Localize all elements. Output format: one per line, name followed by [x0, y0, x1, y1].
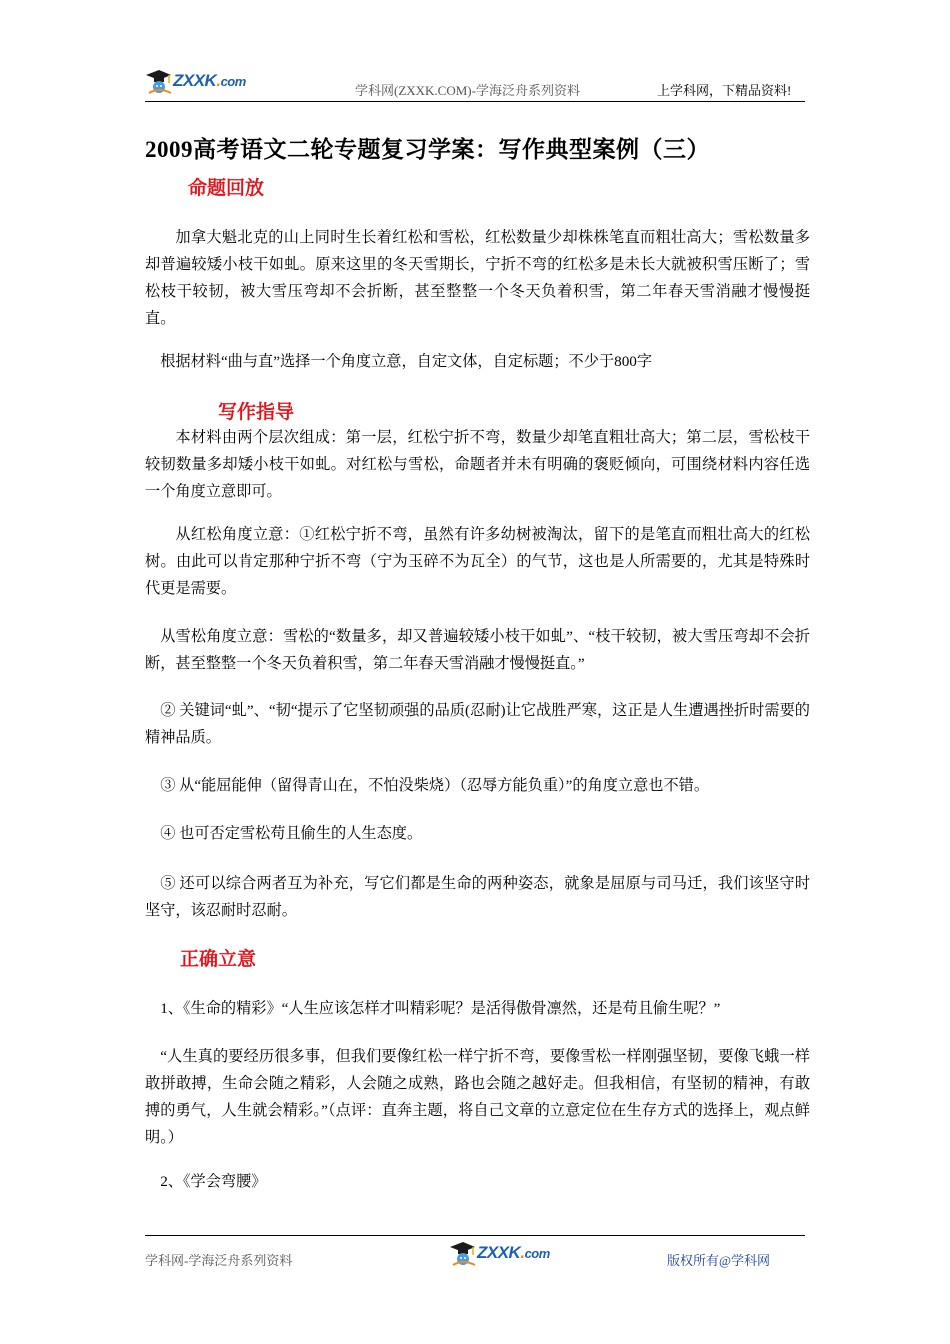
header-divider [145, 101, 805, 102]
task-paragraph: 根据材料“曲与直”选择一个角度立意，自定文体，自定标题；不少于800字 [160, 353, 653, 370]
point-5-paragraph: ⑤ 还可以综合两者互为补充，写它们都是生命的两种姿态，就象是屈原与司马迁，我们该坚守时坚守，该忍耐时忍耐。 [145, 875, 810, 919]
logo-wordmark: ZXXK.com [173, 71, 246, 90]
page-title: 2009高考语文二轮专题复习学案：写作典型案例（三） [145, 137, 710, 162]
point-3-paragraph: ③ 从“能屈能伸（留得青山在，不怕没柴烧）（忍辱方能负重）”的角度立意也不错。 [160, 777, 710, 794]
example-1-title: 1、《生命的精彩》“人生应该怎样才叫精彩呢？是活得傲骨凛然，还是苟且偷生呢？” [160, 1000, 721, 1017]
section-heading-prompt: 命题回放 [188, 177, 265, 199]
footer-left-text: 学科网-学海泛舟系列资料 [145, 1253, 293, 1268]
example-2-title: 2、《学会弯腰》 [160, 1173, 267, 1190]
section-heading-correct: 正确立意 [180, 948, 257, 970]
graduate-cap-icon [447, 1238, 477, 1268]
graduate-cap-icon [143, 66, 173, 96]
footer-copyright: 版权所有@学科网 [667, 1253, 770, 1268]
example-1-body: “人生真的要经历很多事，但我们要像红松一样宁折不弯，要像雪松一样刚强坚韧，要像飞蛾一样敢拼敢搏，生命会随之精彩，人会随之成熟，路也会随之越好走。但我相信，有坚韧的精神，有敢搏的勇气，人生就会精彩。”（点评：直奔主题，将自己文章的立意定位在生存方式的选择上，观点鲜明。） [145, 1048, 810, 1146]
header-slogan: 上学科网，下精品资料! [657, 83, 792, 98]
cedar-paragraph: 从雪松角度立意：雪松的“数量多，却又普遍较矮小枝干如虬”、“枝干较韧，被大雪压弯却不会折断，甚至整整一个冬天负着积雪，第二年春天雪消融才慢慢挺直。” [145, 628, 810, 672]
material-paragraph: 加拿大魁北克的山上同时生长着红松和雪松，红松数量少却株株笔直而粗壮高大；雪松数量多却普遍较矮小枝干如虬。原来这里的冬天雪期长，宁折不弯的红松多是未长大就被积雪压断了；雪松枝干较韧，被大雪压弯却不会折断，甚至整整一个冬天负着积雪，第二年春天雪消融才慢慢挺直。 [145, 228, 810, 327]
section-heading-guide: 写作指导 [218, 401, 295, 423]
guide-paragraph: 本材料由两个层次组成：第一层，红松宁折不弯，数量少却笔直粗壮高大；第二层，雪松枝干较韧数量多却矮小枝干如虬。对红松与雪松，命题者并未有明确的褒贬倾向，可围绕材料内容任选一个角度立意即可。 [145, 429, 810, 500]
point-2-paragraph: ② 关键词“虬”、“韧“提示了它坚韧顽强的品质(忍耐)让它战胜严寒，这正是人生遭遇挫折时需要的精神品质。 [145, 702, 810, 746]
logo-wordmark: ZXXK.com [477, 1243, 550, 1262]
red-pine-paragraph: 从红松角度立意：①红松宁折不弯，虽然有许多幼树被淘汰，留下的是笔直而粗壮高大的红松树。由此可以肯定那种宁折不弯（宁为玉碎不为瓦全）的气节，这也是人所需要的，尤其是特殊时代更是需要。 [145, 526, 810, 597]
header-logo [143, 66, 246, 96]
footer-divider [145, 1235, 805, 1236]
point-4-paragraph: ④ 也可否定雪松苟且偷生的人生态度。 [160, 825, 423, 842]
header-site-line: 学科网(ZXXK.COM)-学海泛舟系列资料 [355, 83, 580, 98]
footer-logo [447, 1238, 550, 1268]
